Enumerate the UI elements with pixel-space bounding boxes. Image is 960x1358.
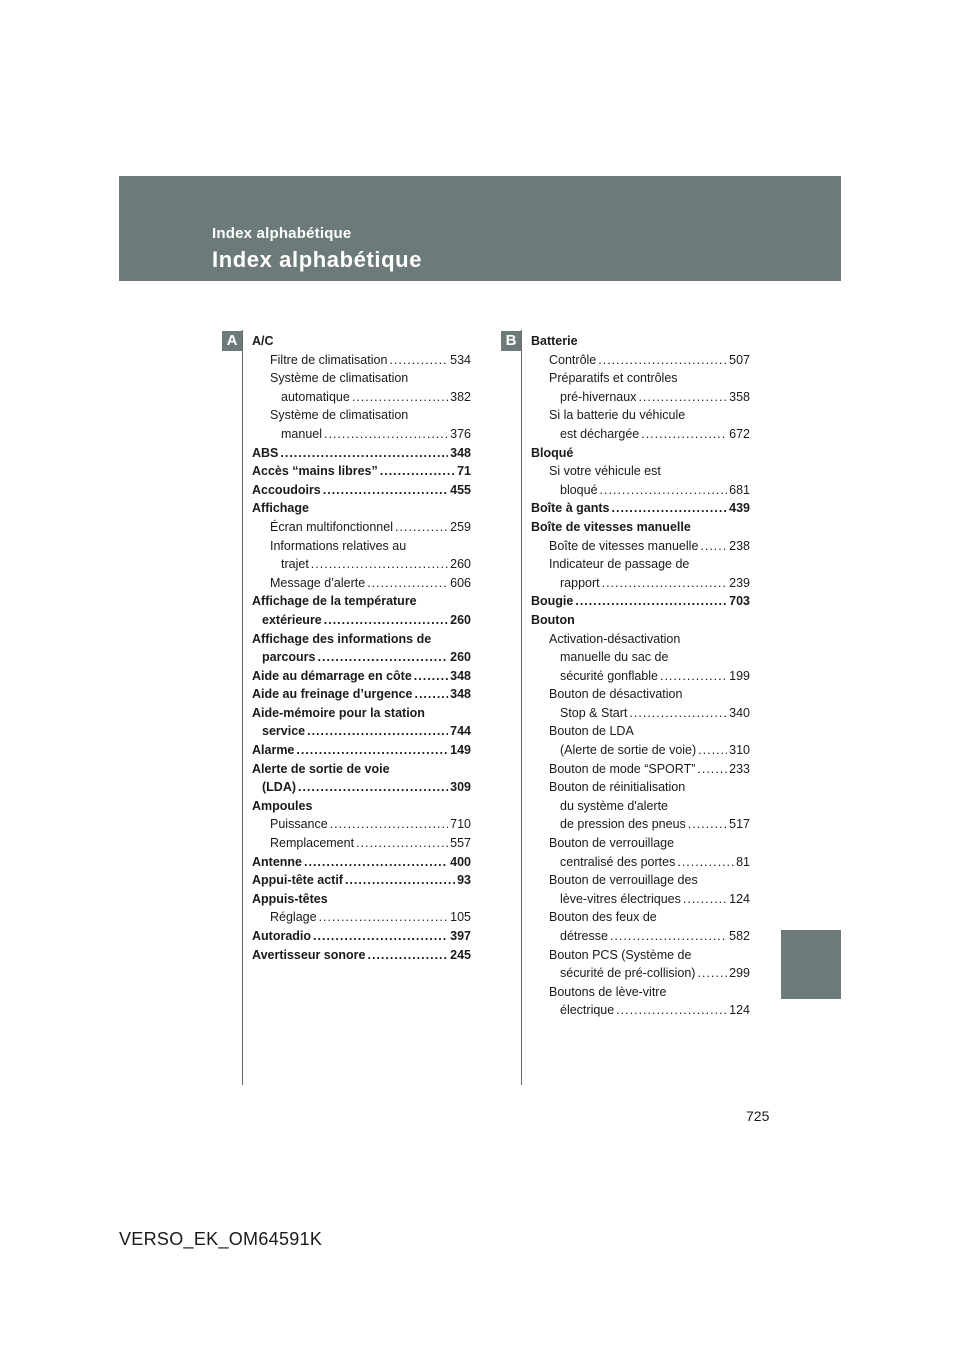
index-entry	[531, 946, 750, 965]
entry-page: 517	[729, 817, 750, 832]
entry-page: 507	[729, 352, 750, 367]
entry-text: Boîte à gants	[531, 501, 610, 516]
entry-text: Réglage	[270, 910, 317, 925]
entry-text: Bouton de réinitialisation	[549, 780, 686, 795]
index-entry	[531, 369, 750, 388]
dot-leader	[313, 927, 448, 946]
index-entry	[531, 499, 750, 518]
entry-page: 259	[450, 519, 471, 534]
entry-page: 358	[729, 389, 750, 404]
dot-leader	[600, 481, 728, 500]
entry-page: 199	[729, 668, 750, 683]
page-title: Index alphabétique	[212, 247, 423, 272]
index-entry	[531, 425, 750, 444]
entry-page: 71	[457, 464, 471, 479]
index-entry	[531, 778, 750, 797]
index-entry	[531, 741, 750, 760]
entry-text: Aide au démarrage en côte	[252, 668, 412, 683]
index-entry	[531, 815, 750, 834]
entry-page: 348	[450, 687, 471, 702]
entry-page: 340	[729, 705, 750, 720]
entry-page: 582	[729, 929, 750, 943]
entry-page: 105	[450, 910, 471, 925]
index-entry	[531, 927, 750, 946]
entry-text: Préparatifs et contrôles	[549, 371, 678, 386]
index-entry	[531, 834, 750, 853]
index-entry	[252, 797, 471, 816]
entry-page: 93	[457, 873, 471, 888]
entry-page: 81	[736, 854, 750, 869]
index-entry	[531, 760, 750, 779]
index-entry	[252, 369, 471, 388]
entry-text: Système de climatisation	[270, 408, 409, 423]
dot-leader	[698, 741, 727, 760]
index-entry	[252, 574, 471, 593]
entry-text: Appuis-têtes	[252, 891, 328, 906]
index-entry	[252, 518, 471, 537]
index-entry	[531, 648, 750, 667]
entry-text: Système de climatisation	[270, 371, 409, 386]
entry-page: 672	[729, 426, 750, 441]
index-entry	[531, 1001, 750, 1020]
entry-page: 124	[729, 1003, 750, 1018]
letter-tab-b: B	[501, 331, 521, 351]
index-entry	[531, 611, 750, 630]
dot-leader	[367, 574, 448, 593]
entry-text: pré-hivernaux	[560, 389, 637, 404]
entry-text: Batterie	[531, 334, 578, 348]
index-entry	[531, 444, 750, 463]
dot-leader	[688, 815, 727, 834]
dot-leader	[307, 722, 448, 741]
index-entry	[531, 704, 750, 723]
index-entry	[252, 592, 471, 611]
entry-page: 260	[450, 557, 471, 572]
entry-text: Alarme	[252, 743, 295, 758]
index-entry	[252, 871, 471, 890]
dot-leader	[660, 667, 727, 686]
entry-text: centralisé des portes	[560, 854, 676, 869]
dot-leader	[296, 741, 448, 760]
entry-text: Bouton	[531, 612, 575, 627]
index-entry	[252, 908, 471, 927]
index-entry	[252, 667, 471, 686]
entry-page: 382	[450, 389, 471, 404]
dot-leader	[352, 388, 448, 407]
entry-text: (Alerte de sortie de voie)	[560, 743, 697, 758]
document-code: VERSO_EK_OM64591K	[119, 1229, 323, 1249]
entry-page: 238	[729, 538, 750, 553]
index-entry	[252, 388, 471, 407]
dot-leader	[610, 927, 727, 946]
dot-leader	[616, 1001, 727, 1020]
index-entry	[252, 537, 471, 556]
entry-page: 260	[450, 650, 471, 665]
dot-leader	[318, 648, 449, 667]
entry-text: Boîte de vitesses manuelle	[549, 538, 699, 553]
dot-leader	[602, 574, 728, 593]
entry-text: extérieure	[262, 612, 322, 627]
entry-text: Accès “mains libres”	[252, 464, 378, 479]
index-entry	[531, 890, 750, 909]
entry-text: Indicateur de passage de	[549, 557, 690, 572]
section-thumb-tab	[781, 930, 841, 999]
entry-text: rapport	[560, 575, 600, 590]
entry-page: 455	[450, 482, 471, 497]
index-entry	[531, 722, 750, 741]
entry-text: Bloqué	[531, 445, 574, 460]
index-entry	[252, 946, 471, 965]
entry-text: Stop & Start	[560, 705, 628, 720]
entry-text: Affichage de la température	[252, 594, 417, 609]
entry-text: Bouton de mode “SPORT”	[549, 761, 696, 776]
entry-text: Message d’alerte	[270, 575, 366, 590]
entry-text: manuelle du sac de	[560, 650, 669, 665]
entry-text: détresse	[560, 929, 608, 943]
entry-page: 124	[729, 891, 750, 906]
index-entry	[531, 574, 750, 593]
entry-page: 439	[729, 501, 750, 516]
entry-text: ABS	[252, 445, 279, 460]
entry-text: bloqué	[560, 482, 598, 497]
index-entry	[252, 815, 471, 834]
entry-page: 149	[450, 743, 471, 758]
section-subtitle: Index alphabétique	[212, 225, 352, 242]
entry-page: 260	[450, 612, 471, 627]
entry-text: Activation-désactivation	[549, 631, 681, 646]
entry-text: lève-vitres électriques	[560, 891, 681, 906]
dot-leader	[319, 908, 449, 927]
entry-text: Écran multifonctionnel	[270, 519, 393, 534]
entry-text: Affichage	[252, 501, 309, 516]
index-entry	[531, 871, 750, 890]
entry-text: Bougie	[531, 594, 574, 609]
entry-text: Bouton de verrouillage des	[549, 873, 698, 888]
dot-leader	[324, 611, 448, 630]
dot-leader	[677, 853, 734, 872]
dot-leader	[700, 537, 727, 556]
entry-text: Bouton de désactivation	[549, 687, 683, 702]
entry-text: service	[262, 724, 306, 739]
index-entry	[252, 890, 471, 909]
index-entry	[531, 908, 750, 927]
dot-leader	[697, 760, 727, 779]
entry-text: sécurité de pré-collision)	[560, 966, 696, 981]
entry-text: Bouton de LDA	[549, 724, 634, 739]
index-column-a	[252, 332, 471, 964]
entry-page: 534	[450, 352, 471, 367]
entry-text: trajet	[281, 557, 309, 572]
entry-page: 557	[450, 836, 471, 851]
index-entry	[252, 704, 471, 723]
page-number: 725	[746, 1108, 770, 1124]
index-entry	[531, 630, 750, 649]
entry-page: 397	[450, 929, 471, 943]
index-entry	[252, 722, 471, 741]
index-entry	[252, 685, 471, 704]
index-entry	[531, 462, 750, 481]
entry-page: 245	[450, 947, 471, 962]
dot-leader	[324, 425, 448, 444]
entry-page: 710	[450, 817, 471, 832]
index-entry	[531, 685, 750, 704]
entry-text: Bouton PCS (Système de	[549, 947, 692, 962]
dot-leader	[345, 871, 455, 890]
entry-page: 606	[450, 575, 471, 590]
index-column-b	[531, 332, 750, 1020]
entry-text: A/C	[252, 334, 274, 348]
index-entry	[252, 760, 471, 779]
index-entry	[252, 499, 471, 518]
index-entry	[531, 332, 750, 351]
index-entry	[252, 351, 471, 370]
entry-text: Antenne	[252, 854, 302, 869]
dot-leader	[598, 351, 727, 370]
entry-text: Alerte de sortie de voie	[252, 761, 390, 776]
dot-leader	[356, 834, 448, 853]
entry-text: parcours	[262, 650, 316, 665]
dot-leader	[638, 388, 727, 407]
index-entry	[252, 611, 471, 630]
entry-text: est déchargée	[560, 426, 640, 441]
index-entry	[531, 555, 750, 574]
dot-leader	[575, 592, 727, 611]
index-entry	[531, 964, 750, 983]
index-entry	[252, 425, 471, 444]
entry-page: 376	[450, 426, 471, 441]
entry-page: 299	[729, 966, 750, 981]
index-entry	[531, 983, 750, 1002]
letter-tab-a: A	[222, 331, 242, 351]
dot-leader	[280, 444, 448, 463]
entry-text: Puissance	[270, 817, 328, 832]
dot-leader	[323, 481, 448, 500]
dot-leader	[414, 685, 448, 704]
dot-leader	[697, 964, 727, 983]
index-entry	[252, 555, 471, 574]
entry-page: 703	[729, 594, 750, 609]
entry-text: Bouton de verrouillage	[549, 836, 675, 851]
entry-text: Aide-mémoire pour la station	[252, 705, 425, 720]
index-entry	[531, 797, 750, 816]
column-rule-a	[242, 330, 243, 1085]
entry-text: (LDA)	[262, 780, 297, 795]
entry-text: Bouton des feux de	[549, 910, 657, 925]
dot-leader	[641, 425, 727, 444]
dot-leader	[311, 555, 448, 574]
index-entry	[531, 853, 750, 872]
dot-leader	[629, 704, 727, 723]
entry-text: Aide au freinage d’urgence	[252, 687, 413, 702]
entry-text: Si la batterie du véhicule	[549, 408, 686, 423]
entry-text: Remplacement	[270, 836, 355, 851]
entry-text: Affichage des informations de	[252, 631, 432, 646]
entry-text: du système d'alerte	[560, 798, 668, 813]
entry-page: 239	[729, 575, 750, 590]
index-entry	[252, 630, 471, 649]
dot-leader	[304, 853, 448, 872]
index-entry	[252, 927, 471, 946]
index-entry	[252, 778, 471, 797]
entry-text: Si votre véhicule est	[549, 464, 661, 479]
entry-page: 400	[450, 854, 471, 869]
index-entry	[252, 834, 471, 853]
dot-leader	[330, 815, 448, 834]
entry-text: manuel	[281, 426, 322, 441]
dot-leader	[298, 778, 448, 797]
entry-text: Autoradio	[252, 929, 312, 943]
index-entry	[531, 351, 750, 370]
entry-text: électrique	[560, 1003, 615, 1018]
entry-text: Avertisseur sonore	[252, 947, 366, 962]
entry-text: Informations relatives au	[270, 538, 407, 553]
index-entry	[252, 741, 471, 760]
entry-text: de pression des pneus	[560, 817, 686, 832]
index-entry	[531, 667, 750, 686]
index-entry	[531, 406, 750, 425]
dot-leader	[395, 518, 448, 537]
dot-leader	[380, 462, 455, 481]
entry-page: 744	[450, 724, 471, 739]
index-entry	[252, 648, 471, 667]
entry-text: automatique	[281, 389, 350, 404]
index-entry	[252, 481, 471, 500]
entry-text: sécurité gonflable	[560, 668, 658, 683]
dot-leader	[414, 667, 448, 686]
index-entry	[252, 444, 471, 463]
entry-text: Appui-tête actif	[252, 873, 343, 888]
index-entry	[252, 853, 471, 872]
entry-page: 309	[450, 780, 471, 795]
entry-text: Boîte de vitesses manuelle	[531, 519, 691, 534]
entry-text: Ampoules	[252, 798, 313, 813]
entry-text: Boutons de lève-vitre	[549, 984, 667, 999]
index-entry	[252, 406, 471, 425]
entry-page: 348	[450, 668, 471, 683]
entry-page: 348	[450, 445, 471, 460]
dot-leader	[389, 351, 448, 370]
index-entry	[531, 518, 750, 537]
index-entry	[531, 481, 750, 500]
index-entry	[252, 332, 471, 351]
dot-leader	[367, 946, 448, 965]
index-entry	[252, 462, 471, 481]
dot-leader	[683, 890, 727, 909]
entry-text: Contrôle	[549, 352, 597, 367]
entry-text: Accoudoirs	[252, 482, 321, 497]
index-entry	[531, 592, 750, 611]
entry-page: 233	[729, 761, 750, 776]
dot-leader	[612, 499, 728, 518]
index-entry	[531, 537, 750, 556]
entry-page: 310	[729, 743, 750, 758]
entry-page: 681	[729, 482, 750, 497]
index-entry	[531, 388, 750, 407]
column-rule-b	[521, 330, 522, 1085]
entry-text: Filtre de climatisation	[270, 352, 388, 367]
